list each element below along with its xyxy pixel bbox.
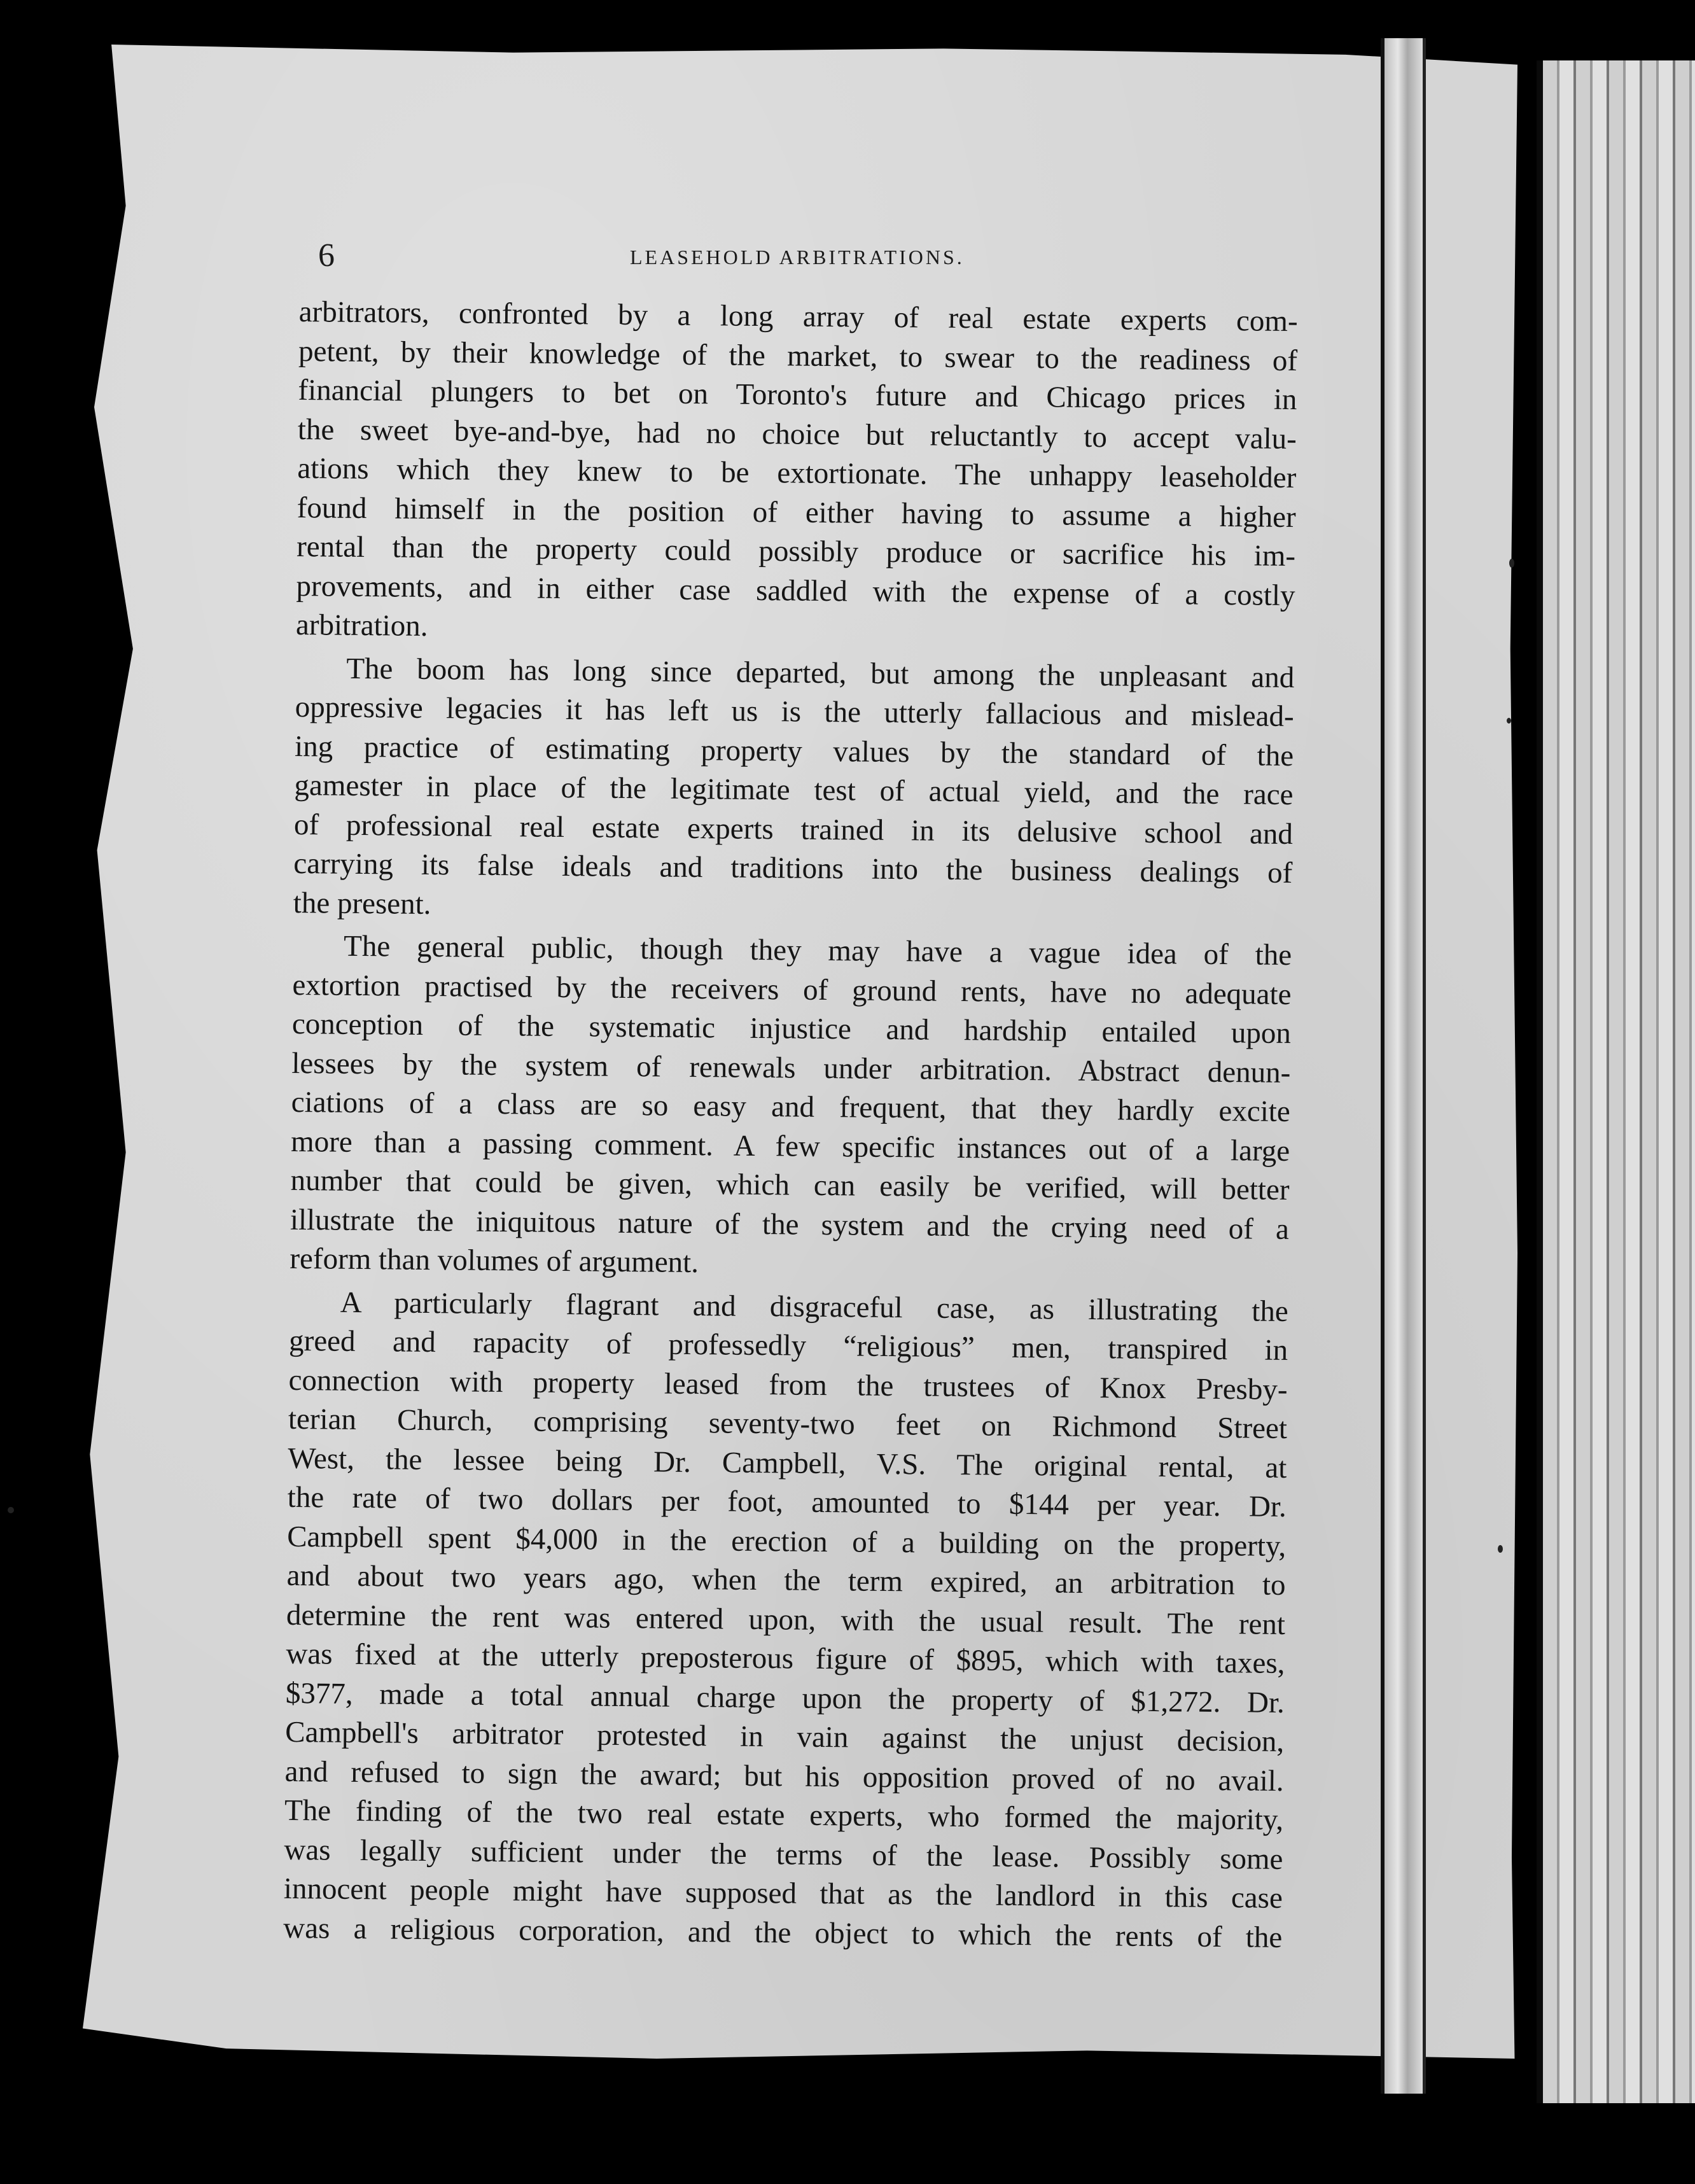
text-line: conception of the systematic injustice and hardship entailed upon: [291, 1007, 1292, 1051]
text-line: was legally sufficient under the terms of the lease. Possibly some: [284, 1833, 1283, 1876]
text-line: found himself in the position of either having to assume a higher: [296, 491, 1296, 534]
scan-speck: [8, 1507, 14, 1513]
running-title: LEASEHOLD ARBITRATIONS.: [630, 246, 965, 269]
text-line: West, the lessee being Dr. Campbell, V.S. The original rental, at: [288, 1441, 1287, 1485]
text-line: and refused to sign the award; but his opposition proved of no avail.: [284, 1754, 1284, 1798]
text-line: and about two years ago, when the term expired, an arbitration to: [286, 1558, 1286, 1602]
text-line: The general public, though they may have a vague idea of the: [343, 929, 1292, 972]
text-line: $377, made a total annual charge upon the property of $1,272. Dr.: [285, 1676, 1285, 1719]
text-line: gamester in place of the legitimate test of actual yield, and the race: [294, 768, 1294, 812]
text-line: innocent people might have supposed that as the landlord in this case: [283, 1872, 1283, 1915]
text-line: greed and rapacity of professedly “religious” men, transpired in: [288, 1324, 1288, 1367]
text-line: ing practice of estimating property values by the standard of the: [294, 729, 1294, 773]
text-line: arbitration.: [295, 608, 428, 643]
text-line: The boom has long since departed, but among the unpleasant and: [346, 652, 1295, 694]
body-text: [283, 293, 1298, 1957]
scan-speck: [1509, 559, 1514, 568]
page-header: [318, 237, 1069, 275]
paragraph: [283, 1282, 1288, 1957]
text-line: extortion practised by the receivers of ground rents, have no adequate: [292, 968, 1292, 1011]
paragraph: [289, 927, 1292, 1289]
text-line: rental than the property could possibly produce or sacrifice his im-: [296, 529, 1296, 573]
text-line: Campbell's arbitrator protested in vain against the unjust decision,: [285, 1715, 1285, 1758]
text-line: oppressive legacies it has left us is the utterly fallacious and mislead-: [295, 690, 1294, 734]
text-line: The finding of the two real estate experts, who formed the majority,: [284, 1793, 1284, 1837]
page-number: 6: [318, 237, 335, 274]
text-line: provements, and in either case saddled with the expense of a costly: [296, 569, 1295, 612]
text-line: number that could be given, which can easily be verified, will better: [290, 1163, 1290, 1207]
text-line: petent, by their knowledge of the market, to swear to the readiness of: [298, 334, 1298, 377]
text-line: was a religious corporation, and the object to which the rents of the: [283, 1911, 1283, 1954]
text-line: determine the rent was entered upon, with the usual result. The rent: [286, 1598, 1286, 1641]
text-line: illustrate the iniquitous nature of the system and the crying need of a: [289, 1203, 1290, 1246]
text-line: the sweet bye-and-bye, had no choice but reluctantly to accept valu-: [297, 412, 1297, 456]
paragraph: [296, 293, 1298, 655]
text-line: ciations of a class are so easy and frequent, that they hardly excite: [291, 1085, 1290, 1129]
text-line: terian Church, comprising seventy-two feet on Richmond Street: [288, 1402, 1288, 1445]
text-line: arbitrators, confronted by a long array of real estate experts com-: [298, 295, 1298, 339]
text-line: the rate of two dollars per foot, amounted to $144 per year. Dr.: [287, 1480, 1287, 1523]
text-line: of professional real estate experts trained in its delusive school and: [293, 808, 1294, 851]
text-line: financial plungers to bet on Toronto's future and Chicago prices in: [298, 373, 1297, 417]
paragraph: [293, 648, 1294, 932]
text-line: connection with property leased from the trustees of Knox Presby-: [288, 1363, 1288, 1406]
text-line: carrying its false ideals and traditions into the business dealings of: [293, 846, 1293, 890]
text-line: reform than volumes of argument.: [289, 1242, 699, 1280]
scan-speck: [1498, 1545, 1503, 1553]
adjacent-page-edge: [1537, 60, 1695, 2103]
scan-speck: [1507, 718, 1511, 724]
text-line: A particularly flagrant and disgraceful case, as illustrating the: [340, 1285, 1288, 1328]
text-line: more than a passing comment. A few specific instances out of a large: [290, 1124, 1290, 1168]
text-line: the present.: [293, 886, 431, 921]
page-gutter: [1381, 38, 1426, 2094]
text-line: ations which they knew to be extortionate. The unhappy leaseholder: [297, 451, 1297, 495]
text-line: Campbell spent $4,000 in the erection of a building on the property,: [286, 1520, 1287, 1563]
text-line: lessees by the system of renewals under arbitration. Abstract denun-: [291, 1046, 1291, 1089]
text-line: was fixed at the utterly preposterous figure of $895, which with taxes,: [286, 1637, 1285, 1680]
